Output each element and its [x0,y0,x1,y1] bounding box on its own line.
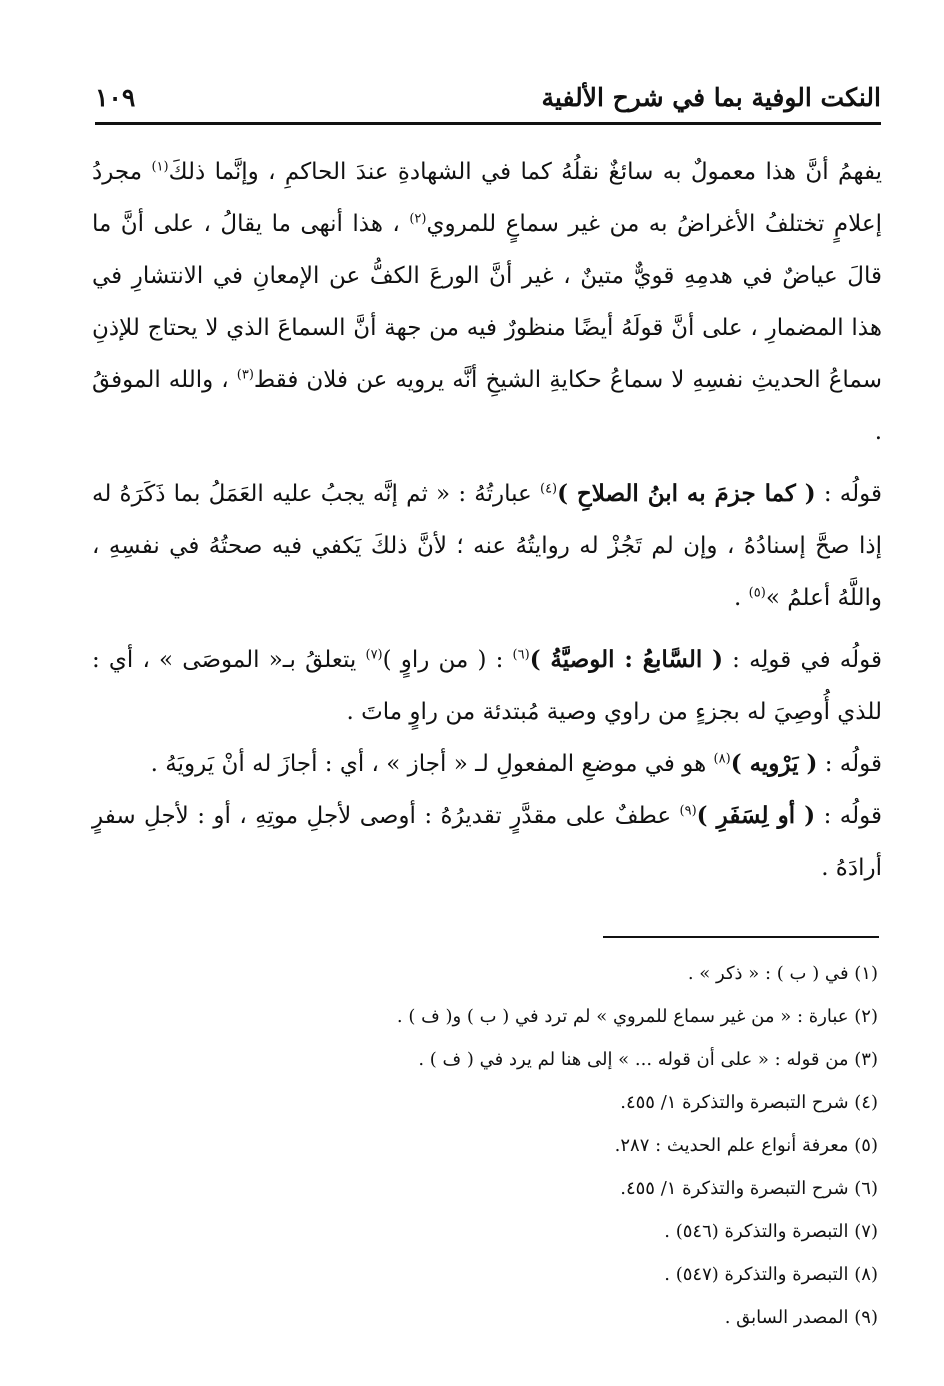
text-run: ، والله الموفقُ . [92,367,882,445]
footnote-ref: (٥) [748,585,766,601]
main-text [92,146,882,894]
paragraph-5 [92,790,882,894]
footnote-7: (٧) التبصرة والتذكرة (٥٤٦) . [664,1221,878,1242]
text-run: عطفٌ على مقدَّرٍ تقديرُهُ : أوصى لأجلِ موتِهِ ، أو : لأجلِ سفرٍ أرادَهُ . [92,803,882,881]
footnote-ref: (٩) [679,803,697,819]
book-title: النكت الوفية بما في شرح الألفية [541,83,881,112]
text-run: قولُه في قولِه : [723,647,882,673]
quoted-verse: ( يَرْويه ) [730,750,818,777]
footnote-9: (٩) المصدر السابق . [724,1307,878,1328]
quoted-verse: ( كما جزمَ به ابنُ الصلاحِ ) [557,480,816,507]
text-run: قولُه : [815,481,882,507]
footnote-8: (٨) التبصرة والتذكرة (٥٤٧) . [664,1264,878,1285]
footnote-ref: (١) [151,159,169,175]
quoted-verse: ( أو لِسَفَرِ ) [696,802,816,829]
footnote-ref: (٧) [365,647,383,663]
footnote-6: (٦) شرح التبصرة والتذكرة ١/ ٤٥٥. [620,1178,878,1199]
text-run: ، هذا أنهى ما يقالُ ، على أنَّ ما قالَ عياضٌ في هدمِهِ قويٌّ متينٌ ، غير أنَّ الورعَ الكفُّ عن الإمعانِ في الانتشارِ في هذا المضمارِ ، على أنَّ قولَهُ أيضًا منظورٌ فيه من جهة أنَّ السماعَ الذي لا يحتاج للإذنِ سماعُ الحديثِ نفسِهِ لا سماعُ حكايةِ الشيخِ أنَّه يرويه عن فلان فقط [92,211,883,393]
paragraph-1 [92,146,882,458]
text-run: . [734,585,749,611]
quoted-verse: ( السَّابعُ : الوصيَّةُ ) [529,646,724,673]
running-header [95,78,881,125]
text-run: يتعلقُ بـ« الموصَى » ، أي : للذي أُوصِيَ له بجزءٍ من راوي وصية مُبتدئة من راوٍ ماتَ . [92,647,882,725]
footnote-ref: (٢) [409,211,427,227]
paragraph-2 [92,468,882,624]
footnote-ref: (٦) [512,647,530,663]
footnote-3: (٣) من قوله : « على أن قوله ... » إلى هنا لم يرد في ( ف ) . [418,1049,878,1070]
footnote-2: (٢) عبارة : « من غير سماع للمروي » لم ترد في ( ب ) و( ف ) . [396,1006,878,1027]
footnote-4: (٤) شرح التبصرة والتذكرة ١/ ٤٥٥. [620,1092,878,1113]
footnote-ref: (٣) [236,367,254,383]
footnotes [120,952,878,1339]
paragraph-4 [92,738,882,790]
text-run: مجردُ إعلامٍ تختلفُ الأغراضُ به من غير سماعٍ للمروي [92,159,882,237]
footnote-ref: (٤) [539,481,558,497]
text-run: يفهمُ أنَّ هذا معمولٌ به سائغٌ نقلُهُ كما في الشهادةِ عندَ الحاكمِ ، وإنَّما ذلكَ [168,159,882,185]
footnote-ref: (٨) [713,751,731,767]
text-run: قولُه : [815,803,882,829]
page-number: ١٠٩ [95,83,136,112]
text-run: : ( من راوٍ ) [382,647,513,673]
footnote-1: (١) في ( ب ) : « ذكر » . [687,963,878,984]
text-run: قولُه : [817,751,882,777]
footnote-separator [603,936,879,938]
footnote-5: (٥) معرفة أنواع علم الحديث : ٢٨٧. [614,1135,878,1156]
text-run: عبارتُهُ : « ثم إنَّه يجبُ عليه العَمَلُ بما ذَكَرَهُ له إذا صحَّ إسنادُهُ ، وإن لم تَجُزْ له روايتُهُ عنه ؛ لأنَّ ذلكَ يَكفي فيه صحتُهُ في نفسِهِ ، واللَّهُ أعلمُ » [92,481,882,611]
text-run: هو في موضعِ المفعولِ لـ « أجاز » ، أي : أجازَ له أنْ يَرويَهُ . [150,751,714,777]
paragraph-3 [92,634,882,738]
